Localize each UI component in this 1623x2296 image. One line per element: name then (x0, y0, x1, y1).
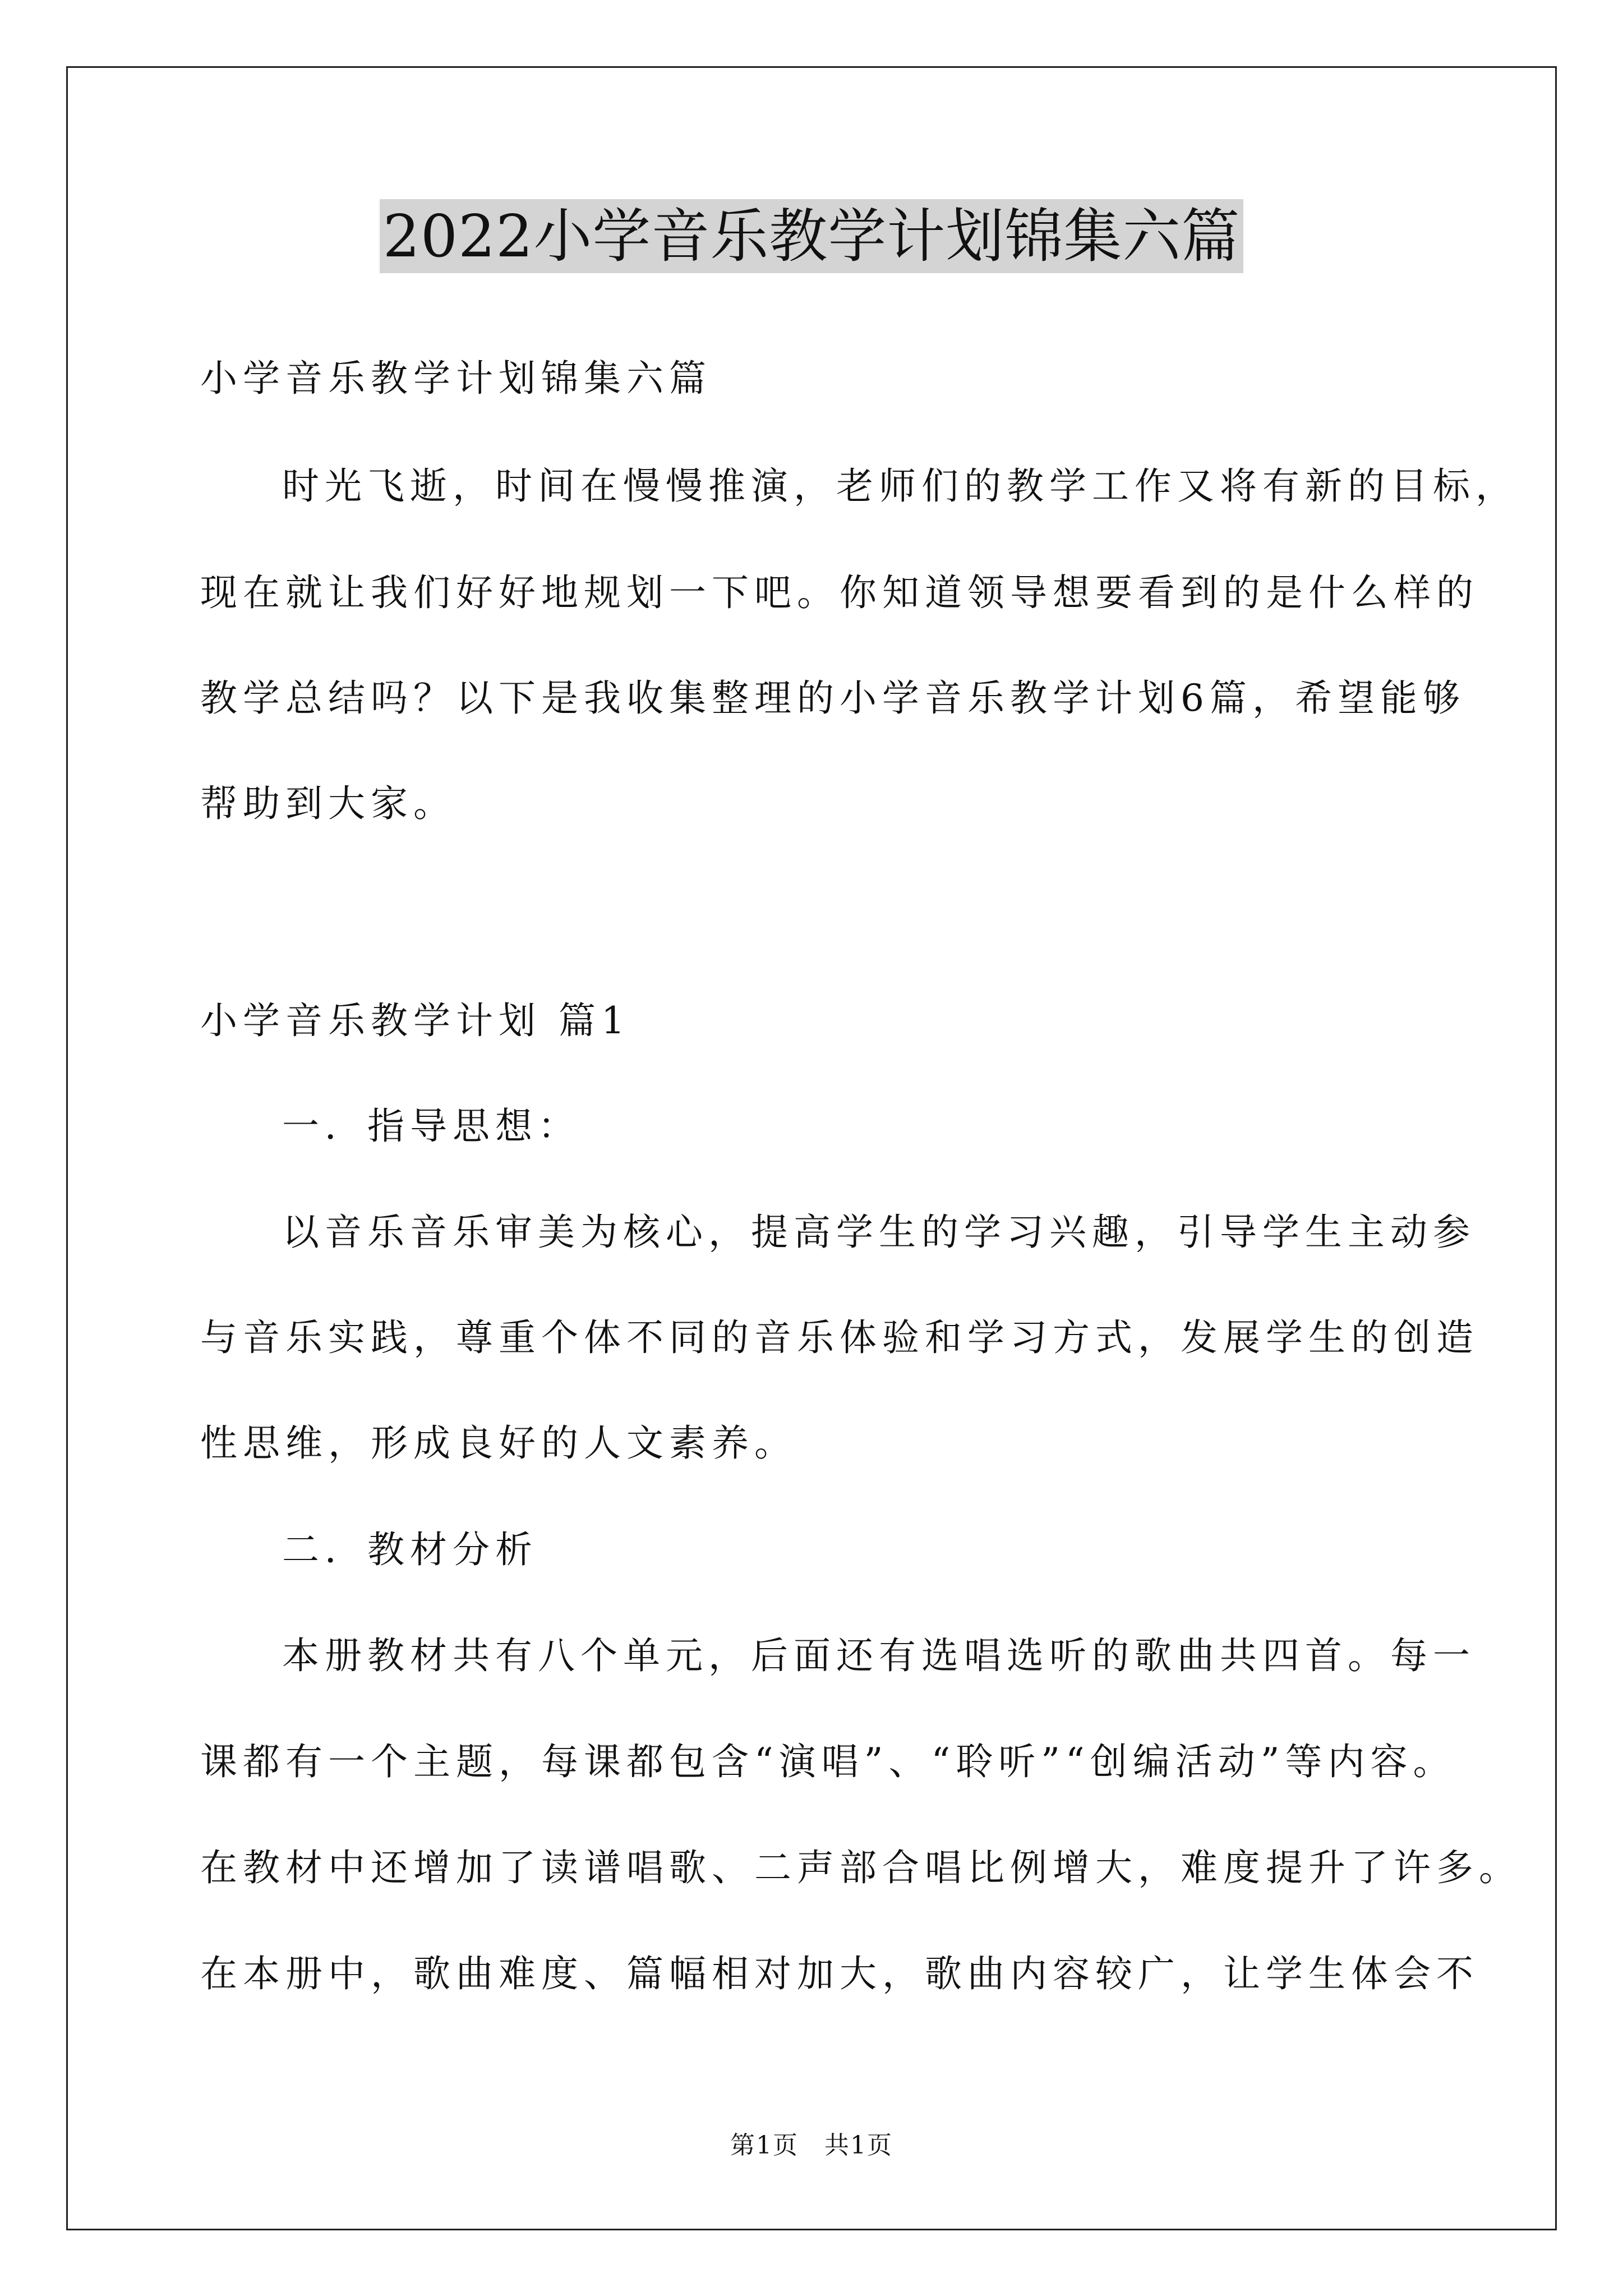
intro-line-3: 教学总结吗？以下是我收集整理的小学音乐教学计划6篇，希望能够 (200, 677, 1465, 720)
intro-line-4: 帮助到大家。 (200, 782, 456, 825)
section-heading: 小学音乐教学计划 篇1 (200, 999, 630, 1042)
document-subtitle: 小学音乐教学计划锦集六篇 (200, 357, 712, 400)
part2-heading: 二．教材分析 (282, 1528, 538, 1571)
intro-line-1: 时光飞逝，时间在慢慢推演，老师们的教学工作又将有新的目标， (282, 464, 1518, 508)
part2-line-3: 在教材中还增加了读谱唱歌、二声部合唱比例增大，难度提升了许多。 (200, 1846, 1521, 1889)
part1-line-2: 与音乐实践，尊重个体不同的音乐体验和学习方式，发展学生的创造 (200, 1316, 1479, 1359)
part1-line-1: 以音乐音乐审美为核心，提高学生的学习兴趣，引导学生主动参 (282, 1211, 1476, 1254)
part2-line-4: 在本册中，歌曲难度、篇幅相对加大，歌曲内容较广，让学生体会不 (200, 1952, 1479, 1995)
intro-line-2: 现在就让我们好好地规划一下吧。你知道领导想要看到的是什么样的 (200, 571, 1479, 614)
part2-line-1: 本册教材共有八个单元，后面还有选唱选听的歌曲共四首。每一 (282, 1634, 1476, 1677)
document-title: 2022小学音乐教学计划锦集六篇 (380, 199, 1244, 273)
title-container (0, 199, 1623, 273)
part1-line-3: 性思维，形成良好的人文素养。 (200, 1421, 797, 1465)
page-number-footer: 第1页 共1页 (730, 2131, 893, 2160)
part2-line-2: 课都有一个主题，每课都包含“演唱”、“聆听”“创编活动”等内容。 (200, 1740, 1456, 1783)
part1-heading: 一．指导思想： (282, 1105, 580, 1148)
